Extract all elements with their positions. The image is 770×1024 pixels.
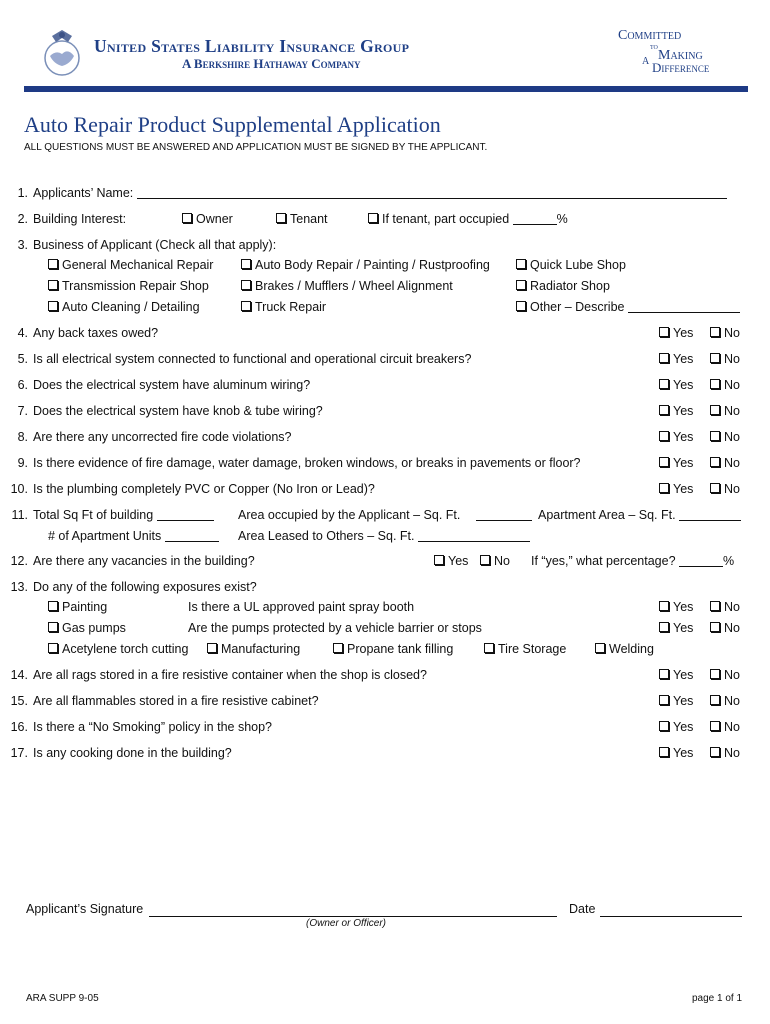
yes-checkbox[interactable]: Yes <box>659 694 693 708</box>
checkbox-icon <box>710 721 720 731</box>
question-row <box>6 378 746 394</box>
option-quick-lube[interactable]: Quick Lube Shop <box>516 258 626 272</box>
owner-checkbox[interactable]: Owner <box>182 212 233 226</box>
question-text: Is the plumbing completely PVC or Copper (No Iron or Lead)? <box>33 482 375 496</box>
question-number: 14. <box>10 668 28 682</box>
gas-pumps-checkbox[interactable]: Gas pumps <box>48 621 126 635</box>
question-text: Does the electrical system have knob & tube wiring? <box>33 404 323 418</box>
no-checkbox[interactable]: No <box>710 694 740 708</box>
question-number: 7. <box>17 404 28 418</box>
question-row <box>6 694 746 710</box>
option-auto-cleaning[interactable]: Auto Cleaning / Detailing <box>48 300 200 314</box>
checkbox-icon <box>659 405 669 415</box>
yes-checkbox[interactable]: Yes <box>659 404 693 418</box>
question-text: Is all electrical system connected to functional and operational circuit breakers? <box>33 352 472 366</box>
company-subtitle: A Berkshire Hathaway Company <box>182 56 361 71</box>
manufacturing-checkbox[interactable]: Manufacturing <box>207 642 300 656</box>
checkbox-icon <box>710 695 720 705</box>
question-text: Are all flammables stored in a fire resistive cabinet? <box>33 694 319 708</box>
option-brakes[interactable]: Brakes / Mufflers / Wheel Alignment <box>241 279 453 293</box>
question-text: Does the electrical system have aluminum wiring? <box>33 378 311 392</box>
yes-checkbox[interactable]: Yes <box>659 352 693 366</box>
other-describe-field[interactable] <box>628 300 740 313</box>
page-number: page 1 of 1 <box>692 993 743 1004</box>
option-radiator[interactable]: Radiator Shop <box>516 279 610 293</box>
question-11: 11. Total Sq Ft of building Area occupied by the Applicant – Sq. Ft. Apartment Area – Sq. Ft. # of Apartment Units Area Leased to Others – Sq. Ft. <box>6 508 746 548</box>
leased-sqft-field[interactable] <box>418 529 530 542</box>
checkbox-icon <box>659 457 669 467</box>
question-row <box>6 456 746 472</box>
option-auto-body[interactable]: Auto Body Repair / Painting / Rustproofing <box>241 258 490 272</box>
checkbox-icon <box>710 353 720 363</box>
checkbox-icon <box>659 353 669 363</box>
vacancy-yes-checkbox[interactable]: Yes <box>434 554 468 568</box>
yes-checkbox[interactable]: Yes <box>659 430 693 444</box>
question-row <box>6 404 746 420</box>
question-row <box>6 746 746 762</box>
question-row <box>6 482 746 498</box>
question-row <box>6 720 746 736</box>
no-checkbox[interactable]: No <box>710 720 740 734</box>
question-text: Is any cooking done in the building? <box>33 746 232 760</box>
no-checkbox[interactable]: No <box>710 482 740 496</box>
checkbox-icon <box>710 457 720 467</box>
propane-checkbox[interactable]: Propane tank filling <box>333 642 453 656</box>
checkbox-icon <box>710 379 720 389</box>
date-field[interactable] <box>600 904 742 917</box>
question-12: 12. Are there any vacancies in the building? Yes No If “yes,” what percentage? % <box>10 554 735 568</box>
checkbox-icon <box>659 669 669 679</box>
company-logo <box>42 26 82 78</box>
question-number: 10. <box>10 482 28 496</box>
painting-checkbox[interactable]: Painting <box>48 600 107 614</box>
no-checkbox[interactable]: No <box>710 456 740 470</box>
form-code: ARA SUPP 9-05 <box>26 993 99 1004</box>
welding-checkbox[interactable]: Welding <box>595 642 654 656</box>
question-row <box>6 430 746 446</box>
question-13: 13. Do any of the following exposures exist? <box>10 580 257 594</box>
no-checkbox[interactable]: No <box>710 746 740 760</box>
question-row <box>6 668 746 684</box>
question-row <box>6 326 746 342</box>
painting-question: Is there a UL approved paint spray booth <box>188 600 415 614</box>
signature-sublabel: (Owner or Officer) <box>306 918 387 929</box>
yes-checkbox[interactable]: Yes <box>659 720 693 734</box>
option-general-mechanical[interactable]: General Mechanical Repair <box>48 258 213 272</box>
option-truck-repair[interactable]: Truck Repair <box>241 300 326 314</box>
checkbox-icon <box>659 747 669 757</box>
vacancy-percent-field[interactable] <box>679 554 723 567</box>
gas-pumps-question: Are the pumps protected by a vehicle barrier or stops <box>188 621 482 635</box>
checkbox-icon <box>659 721 669 731</box>
gas-yes-checkbox[interactable]: Yes <box>659 621 693 635</box>
no-checkbox[interactable]: No <box>710 404 740 418</box>
part-occupied-checkbox[interactable]: If tenant, part occupied % <box>368 212 568 226</box>
tire-storage-checkbox[interactable]: Tire Storage <box>484 642 566 656</box>
question-text: Is there a “No Smoking” policy in the shop? <box>33 720 273 734</box>
question-text: Are all rags stored in a fire resistive container when the shop is closed? <box>33 668 427 682</box>
checkbox-icon <box>710 747 720 757</box>
question-number: 16. <box>10 720 28 734</box>
apartment-sqft-field[interactable] <box>679 508 741 521</box>
occupied-percent-field[interactable] <box>513 212 557 225</box>
checkbox-icon <box>710 405 720 415</box>
question-row <box>6 352 746 368</box>
applicant-name-field[interactable] <box>137 186 727 199</box>
acetylene-checkbox[interactable]: Acetylene torch cutting <box>48 642 188 656</box>
question-2: 2. Building Interest: Owner Tenant If tenant, part occupied % <box>17 212 568 226</box>
occupied-sqft-field[interactable] <box>476 508 532 521</box>
exposures <box>0 600 770 660</box>
header-divider <box>24 86 748 92</box>
checkbox-icon <box>659 379 669 389</box>
yes-checkbox[interactable]: Yes <box>659 326 693 340</box>
signature-field[interactable] <box>149 904 557 917</box>
question-number: 17. <box>10 746 28 760</box>
no-checkbox[interactable]: No <box>710 326 740 340</box>
question-number: 9. <box>17 456 28 470</box>
checkbox-icon <box>710 669 720 679</box>
yes-checkbox[interactable]: Yes <box>659 668 693 682</box>
question-number: 15. <box>10 694 28 708</box>
no-checkbox[interactable]: No <box>710 668 740 682</box>
no-checkbox[interactable]: No <box>710 430 740 444</box>
question-1: 1. Applicants’ Name: <box>6 186 727 200</box>
total-sqft-field[interactable] <box>157 508 214 521</box>
checkbox-icon <box>659 483 669 493</box>
option-transmission[interactable]: Transmission Repair Shop <box>48 279 209 293</box>
checkbox-icon <box>659 431 669 441</box>
form-title: Auto Repair Product Supplemental Application <box>24 112 441 137</box>
date-label: Date <box>569 902 596 916</box>
question-number: 8. <box>17 430 28 444</box>
gas-no-checkbox[interactable]: No <box>710 621 740 635</box>
company-name: United States Liability Insurance Group <box>94 36 410 56</box>
option-other[interactable]: Other – Describe <box>516 300 740 314</box>
question-text: Any back taxes owed? <box>33 326 159 340</box>
painting-no-checkbox[interactable]: No <box>710 600 740 614</box>
checkbox-icon <box>710 327 720 337</box>
no-checkbox[interactable]: No <box>710 352 740 366</box>
yes-checkbox[interactable]: Yes <box>659 746 693 760</box>
apartment-units-field[interactable] <box>165 529 219 542</box>
yes-checkbox[interactable]: Yes <box>659 482 693 496</box>
checkbox-icon <box>710 431 720 441</box>
checkbox-icon <box>659 695 669 705</box>
yes-checkbox[interactable]: Yes <box>659 456 693 470</box>
question-text: Are there any uncorrected fire code violations? <box>33 430 292 444</box>
question-number: 6. <box>17 378 28 392</box>
tenant-checkbox[interactable]: Tenant <box>276 212 328 226</box>
question-text: Is there evidence of fire damage, water damage, broken windows, or breaks in pavements or floor? <box>33 456 581 470</box>
question-number: 4. <box>17 326 28 340</box>
yes-checkbox[interactable]: Yes <box>659 378 693 392</box>
painting-yes-checkbox[interactable]: Yes <box>659 600 693 614</box>
checkbox-icon <box>659 327 669 337</box>
question-3: 3. Business of Applicant (Check all that apply): <box>17 238 277 252</box>
signature-label: Applicant’s Signature <box>26 902 144 916</box>
business-options <box>0 258 770 322</box>
vacancy-no-checkbox[interactable]: No <box>480 554 510 568</box>
question-number: 5. <box>17 352 28 366</box>
checkbox-icon <box>710 483 720 493</box>
instruction-text: ALL QUESTIONS MUST BE ANSWERED AND APPLICATION MUST BE SIGNED BY THE APPLICANT. <box>24 142 488 153</box>
no-checkbox[interactable]: No <box>710 378 740 392</box>
tagline: Committed to Making A Difference <box>618 28 710 75</box>
